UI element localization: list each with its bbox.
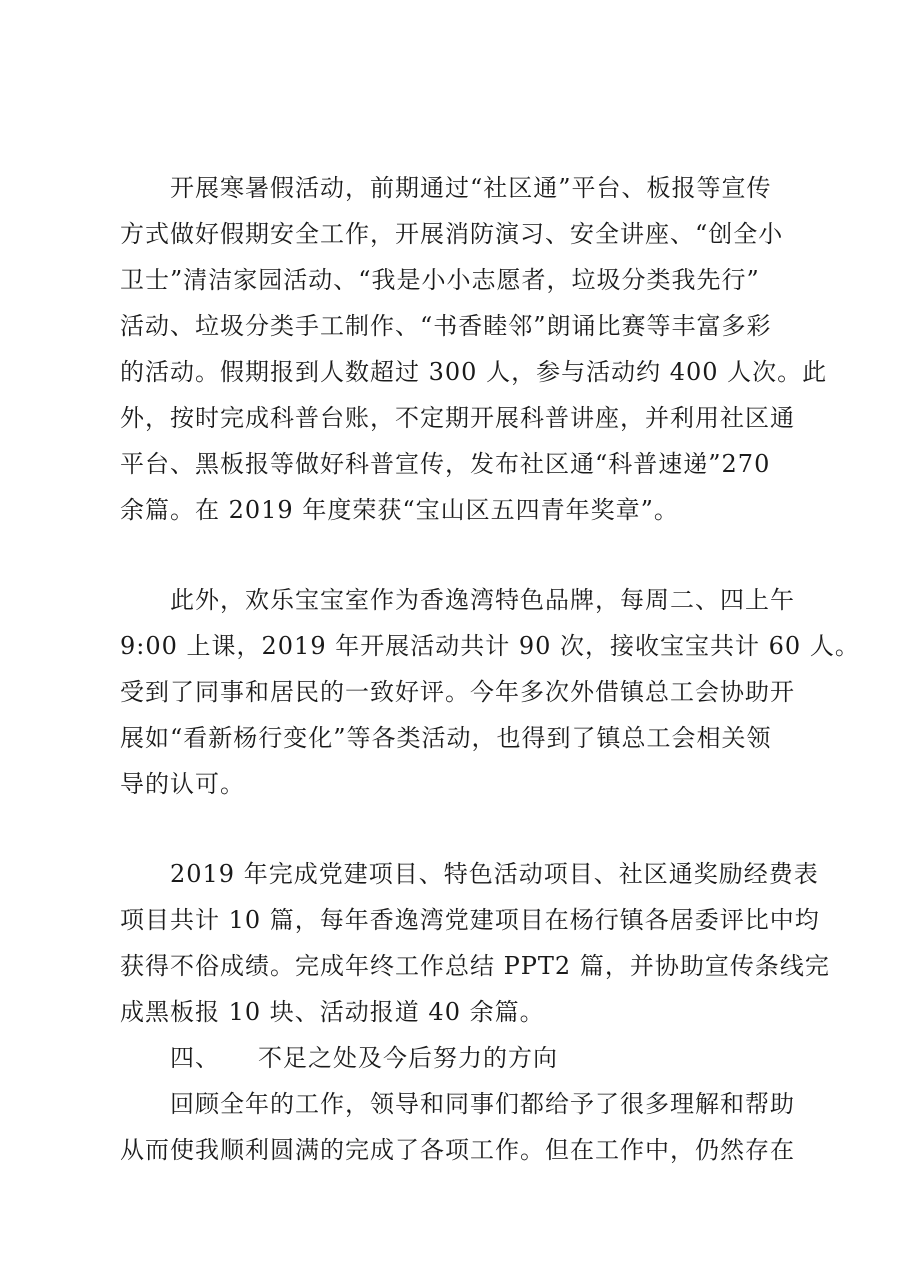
section-heading-number: 四、: [170, 1044, 220, 1072]
paragraph-1-line-1: 开展寒暑假活动，前期通过“社区通”平台、板报等宣传: [170, 174, 772, 202]
paragraph-1-line-7: 平台、黑板报等做好科普宣传，发布社区通“科普速递”270: [120, 450, 771, 478]
paragraph-3-line-4: 成黑板报 10 块、活动报道 40 余篇。: [120, 998, 545, 1026]
paragraph-1-line-6: 外，按时完成科普台账，不定期开展科普讲座，并利用社区通: [120, 404, 795, 432]
paragraph-1-line-5: 的活动。假期报到人数超过 300 人，参与活动约 400 人次。此: [120, 358, 828, 386]
paragraph-3-line-2: 项目共计 10 篇，每年香逸湾党建项目在杨行镇各居委评比中均: [120, 906, 820, 934]
paragraph-4-line-1: 回顾全年的工作，领导和同事们都给予了很多理解和帮助: [170, 1090, 795, 1118]
section-heading: [0, 1038, 909, 1078]
paragraph-1-line-3: 卫士”清洁家园活动、“我是小小志愿者，垃圾分类我先行”: [120, 266, 760, 294]
paragraph-1-line-2: 方式做好假期安全工作，开展消防演习、安全讲座、“创全小: [120, 220, 784, 248]
paragraph-2-line-4: 展如“看新杨行变化”等各类活动，也得到了镇总工会相关领: [120, 724, 772, 752]
paragraph-2-line-5: 导的认可。: [120, 770, 245, 798]
paragraph-4-line-2: 从而使我顺利圆满的完成了各项工作。但在工作中，仍然存在: [120, 1136, 795, 1164]
paragraph-3-line-1: 2019 年完成党建项目、特色活动项目、社区通奖励经费表: [170, 860, 819, 888]
section-heading-title: 不足之处及今后努力的方向: [258, 1044, 558, 1072]
paragraph-2-line-2: 9:00 上课，2019 年开展活动共计 90 次，接收宝宝共计 60 人。: [120, 632, 860, 660]
paragraph-1-line-4: 活动、垃圾分类手工制作、“书香睦邻”朗诵比赛等丰富多彩: [120, 312, 772, 340]
paragraph-2-line-3: 受到了同事和居民的一致好评。今年多次外借镇总工会协助开: [120, 678, 795, 706]
paragraph-2-line-1: 此外，欢乐宝宝室作为香逸湾特色品牌，每周二、四上午: [170, 586, 795, 614]
paragraph-1-line-8: 余篇。在 2019 年度荣获“宝山区五四青年奖章”。: [120, 496, 679, 524]
paragraph-3-line-3: 获得不俗成绩。完成年终工作总结 PPT2 篇，并协助宣传条线完: [120, 952, 830, 980]
